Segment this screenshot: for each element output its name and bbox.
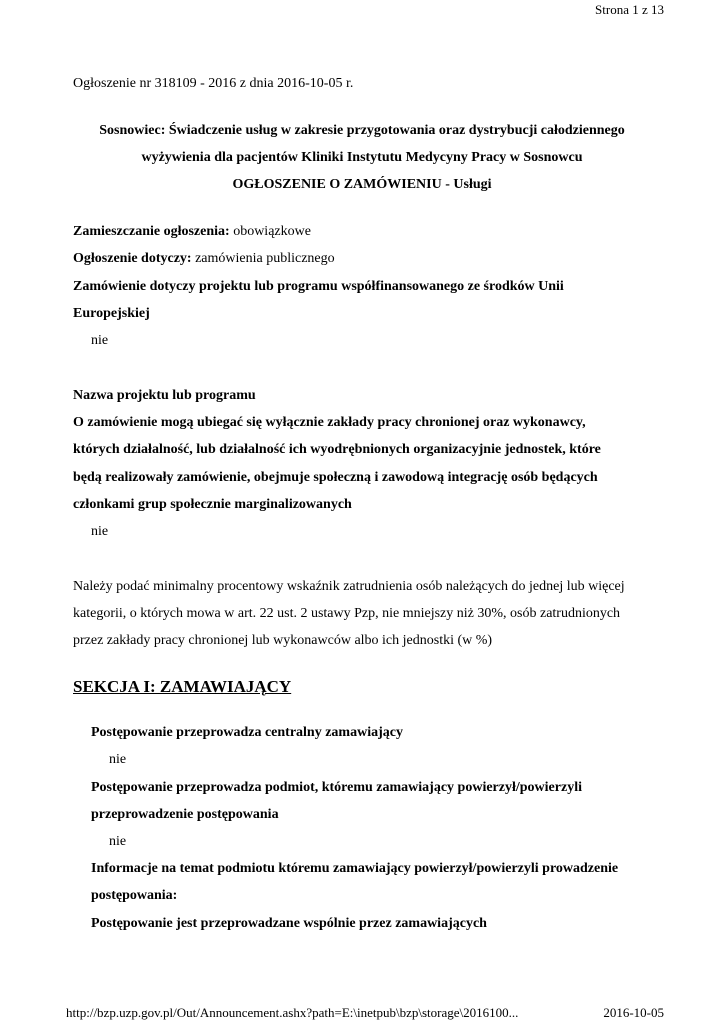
central-contracting-value: nie — [109, 752, 127, 767]
employment-text-line-1: Należy podać minimalny procentowy wskaźnik zatrudnienia osób należących do jednej lub więcej — [73, 579, 625, 594]
entity-info-label-line-1: Informacje na temat podmiotu któremu zamawiający powierzył/powierzyli prowadzenie — [91, 861, 619, 876]
concerns-field — [73, 251, 335, 267]
footer-url: http://bzp.uzp.gov.pl/Out/Announcement.ashx?path=E:\inetpub\bzp\storage\2016100... — [66, 1005, 519, 1020]
entrusted-entity-label-line-2: przeprowadzenie postępowania — [91, 807, 279, 822]
publication-value: obowiązkowe — [233, 224, 311, 239]
title-line-2: wyżywienia dla pacjentów Kliniki Instytutu Medycyny Pracy w Sosnowcu — [141, 150, 583, 165]
entity-info-label-line-2: postępowania: — [91, 888, 178, 903]
footer-date: 2016-10-05 — [603, 1005, 664, 1020]
section-1-title: SEKCJA I: ZAMAWIAJĄCY — [73, 677, 292, 696]
sheltered-label-line-2: których działalność, lub działalność ich wyodrębnionych organizacyjnie jednostek, które — [73, 442, 601, 457]
document-type-heading: OGŁOSZENIE O ZAMÓWIENIU - Usługi — [232, 177, 492, 192]
eu-project-label-line-2: Europejskiej — [73, 306, 150, 321]
sheltered-label-line-4: członkami grup społecznie marginalizowanych — [73, 497, 352, 512]
joint-procurement-label: Postępowanie jest przeprowadzane wspólnie przez zamawiających — [91, 916, 487, 931]
entrusted-entity-value: nie — [109, 834, 127, 849]
title-line-1: Sosnowiec: Świadczenie usług w zakresie przygotowania oraz dystrybucji całodziennego — [99, 123, 625, 138]
page-counter: Strona 1 z 13 — [595, 2, 664, 17]
entrusted-entity-label-line-1: Postępowanie przeprowadza podmiot, któremu zamawiający powierzył/powierzyli — [91, 780, 582, 795]
employment-text-line-3: przez zakłady pracy chronionej lub wykonawców albo ich jednostki (w %) — [73, 633, 493, 648]
sheltered-label-line-1: O zamówienie mogą ubiegać się wyłącznie zakłady pracy chronionej oraz wykonawcy, — [73, 415, 586, 430]
project-name-label: Nazwa projektu lub programu — [73, 388, 256, 403]
announcement-number: Ogłoszenie nr 318109 - 2016 z dnia 2016-10-05 r. — [73, 76, 354, 91]
central-contracting-label: Postępowanie przeprowadza centralny zamawiający — [91, 725, 403, 740]
employment-text-line-2: kategorii, o których mowa w art. 22 ust. 2 ustawy Pzp, nie mniejszy niż 30%, osób zatrudnionych — [73, 606, 621, 621]
publication-field — [73, 224, 311, 240]
concerns-value: zamówienia publicznego — [195, 251, 335, 266]
eu-project-label-line-1: Zamówienie dotyczy projektu lub programu współfinansowanego ze środków Unii — [73, 279, 564, 294]
concerns-label: Ogłoszenie dotyczy: — [73, 251, 192, 266]
sheltered-value: nie — [91, 524, 109, 539]
sheltered-label-line-3: będą realizowały zamówienie, obejmuje społeczną i zawodową integrację osób będących — [73, 470, 598, 485]
publication-label: Zamieszczanie ogłoszenia: — [73, 224, 230, 239]
eu-project-value: nie — [91, 333, 109, 348]
